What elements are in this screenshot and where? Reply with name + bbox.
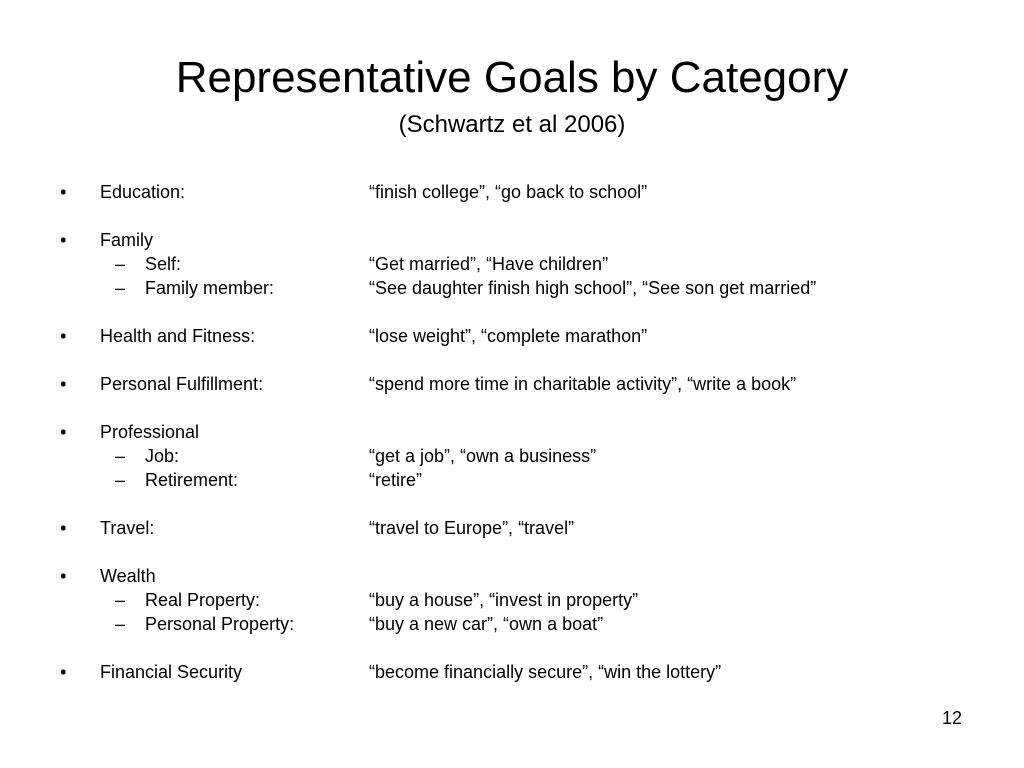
- spacer: [0, 204, 1024, 228]
- subcategory-examples: “buy a house”, “invest in property”: [369, 590, 639, 610]
- dash-icon: –: [115, 614, 126, 634]
- subcategory-label: Personal Property:: [145, 614, 295, 634]
- slide-subtitle: (Schwartz et al 2006): [398, 111, 626, 138]
- category-professional: [0, 420, 1024, 444]
- category-label: Personal Fulfillment:: [100, 374, 264, 394]
- subcategory-label: Retirement:: [145, 470, 239, 490]
- subcategory-job: [0, 444, 1024, 468]
- category-label: Health and Fitness:: [100, 326, 256, 346]
- category-financial-security: [0, 660, 1024, 684]
- spacer: [0, 492, 1024, 516]
- dash-icon: –: [115, 254, 126, 274]
- category-label: Professional: [100, 422, 200, 442]
- category-examples: “travel to Europe”, “travel”: [369, 518, 575, 538]
- category-label: Family: [100, 230, 153, 250]
- spacer: [0, 540, 1024, 564]
- slide-title: Representative Goals by Category: [175, 53, 849, 102]
- bullet-icon: •: [60, 182, 67, 202]
- subcategory-examples: “buy a new car”, “own a boat”: [369, 614, 604, 634]
- category-examples: “lose weight”, “complete marathon”: [369, 326, 648, 346]
- bullet-icon: •: [60, 230, 67, 250]
- category-label: Wealth: [100, 566, 156, 586]
- subcategory-self: [0, 252, 1024, 276]
- category-examples: “become financially secure”, “win the lottery”: [369, 662, 722, 682]
- spacer: [0, 636, 1024, 660]
- category-label: Travel:: [100, 518, 155, 538]
- spacer: [0, 396, 1024, 420]
- bullet-icon: •: [60, 374, 67, 394]
- subcategory-label: Real Property:: [145, 590, 261, 610]
- page-number: 12: [941, 708, 962, 728]
- category-examples: “finish college”, “go back to school”: [369, 182, 648, 202]
- bullet-icon: •: [60, 566, 67, 586]
- subcategory-examples: “Get married”, “Have children”: [369, 254, 609, 274]
- subcategory-family-member: [0, 276, 1024, 300]
- bullet-icon: •: [60, 518, 67, 538]
- category-label: Education:: [100, 182, 186, 202]
- dash-icon: –: [115, 470, 126, 490]
- category-education: [0, 180, 1024, 204]
- bullet-icon: •: [60, 326, 67, 346]
- subcategory-real-property: [0, 588, 1024, 612]
- subcategory-examples: “See daughter finish high school”, “See son get married”: [369, 278, 817, 298]
- subcategory-examples: “get a job”, “own a business”: [369, 446, 597, 466]
- subcategory-personal-property: [0, 612, 1024, 636]
- bullet-icon: •: [60, 662, 67, 682]
- subcategory-label: Self:: [145, 254, 182, 274]
- category-family: [0, 228, 1024, 252]
- category-examples: “spend more time in charitable activity”, “write a book”: [369, 374, 797, 394]
- dash-icon: –: [115, 590, 126, 610]
- bullet-icon: •: [60, 422, 67, 442]
- spacer: [0, 348, 1024, 372]
- goal-category-list: [0, 180, 1024, 684]
- category-label: Financial Security: [100, 662, 243, 682]
- dash-icon: –: [115, 446, 126, 466]
- subcategory-label: Job:: [145, 446, 180, 466]
- category-health-fitness: [0, 324, 1024, 348]
- subcategory-retirement: [0, 468, 1024, 492]
- category-wealth: [0, 564, 1024, 588]
- category-personal-fulfillment: [0, 372, 1024, 396]
- spacer: [0, 300, 1024, 324]
- subcategory-label: Family member:: [145, 278, 275, 298]
- dash-icon: –: [115, 278, 126, 298]
- category-travel: [0, 516, 1024, 540]
- subcategory-examples: “retire”: [369, 470, 422, 490]
